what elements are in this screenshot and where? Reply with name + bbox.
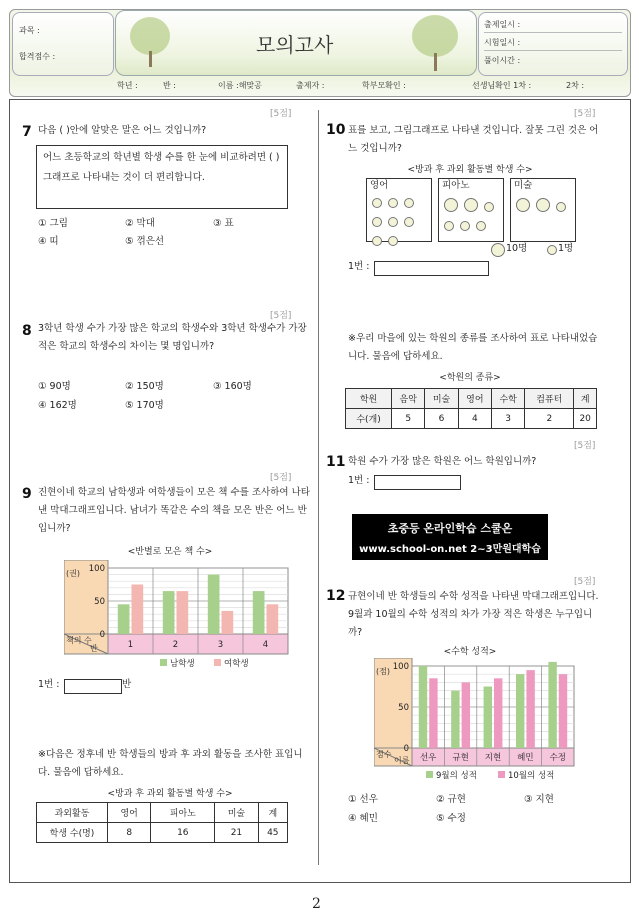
legend-label: 10월의 성적	[508, 771, 555, 781]
tree-decoration	[412, 15, 458, 57]
header-left-panel	[12, 12, 114, 76]
y-tick-label: 0	[99, 630, 105, 640]
bar	[132, 585, 144, 635]
table-title: <학원의 종류>	[439, 373, 501, 383]
choice[interactable]: ④ 띠	[38, 236, 59, 247]
activity-table	[36, 802, 288, 843]
y-tick-label: 100	[392, 662, 409, 672]
smiley-icon	[476, 221, 486, 231]
choice[interactable]: ⑤ 꺾은선	[125, 236, 165, 247]
choice[interactable]: ⑤ 수정	[436, 813, 466, 824]
x-tick-label: 규현	[452, 753, 469, 763]
table-cell: 21	[215, 823, 258, 843]
answer-prefix: 1번 :	[38, 679, 60, 690]
corner-bottom-label: 반	[90, 644, 98, 653]
corner-top-label: 점수	[376, 750, 392, 759]
school-on-logo	[352, 514, 548, 560]
bar	[419, 666, 427, 748]
table-cell: 3	[491, 409, 524, 429]
header-title-panel	[115, 10, 477, 76]
x-tick-label: 수정	[549, 753, 567, 763]
table-cell: 16	[151, 823, 215, 843]
question-number: 8	[22, 323, 32, 339]
choice[interactable]: ⑤ 170명	[125, 400, 164, 411]
logo-line-2: www.school-on.net 2~3만원대학습	[359, 544, 541, 555]
info-teacher-check-2: 2차 :	[566, 81, 585, 90]
bar	[222, 611, 234, 634]
bar	[163, 591, 175, 634]
smiley-icon	[556, 202, 566, 212]
legend-swatch	[160, 659, 167, 666]
page-title: 모의고사	[256, 33, 334, 57]
question-number: 7	[22, 124, 32, 140]
x-tick-label: 선우	[419, 753, 437, 763]
y-tick-label: 50	[94, 597, 105, 607]
points-label: [5점]	[574, 577, 596, 587]
answer-prefix: 1번 :	[348, 261, 370, 272]
info-name: 이름 :해맞공	[218, 81, 262, 90]
exam-date-label: 시험일시 :	[484, 38, 521, 47]
divider	[484, 32, 622, 33]
table-header-cell: 음악	[392, 389, 425, 409]
points-label: [5점]	[574, 441, 596, 451]
corner-top-label: 책의 수	[66, 636, 92, 645]
question-text: 학원 수가 가장 많은 학원은 어느 학원입니까?	[348, 456, 537, 467]
bar	[177, 591, 189, 634]
x-tick-label: 3	[217, 640, 224, 650]
answer-input[interactable]	[374, 475, 461, 490]
logo-line-1: 초중등 온라인학습 스쿨온	[387, 522, 513, 535]
info-class: 반 :	[163, 81, 176, 90]
corner-bottom-label: 이름	[394, 756, 410, 765]
table-row	[346, 409, 597, 429]
question-text: 표를 보고, 그림그래프로 나타낸 것입니다. 잘못 그린 것은 어느 것입니까?	[348, 125, 599, 154]
table-header-row	[346, 389, 597, 409]
smiley-group	[441, 195, 501, 237]
table-header-cell: 학원	[346, 389, 392, 409]
choice[interactable]: ③ 지현	[524, 794, 554, 805]
academy-table	[345, 388, 597, 429]
choice[interactable]: ① 그림	[38, 218, 68, 229]
table-header-cell: 피아노	[151, 803, 215, 823]
smiley-icon	[388, 236, 398, 246]
smiley-icon	[372, 198, 382, 208]
chart-title: <방과 후 과외 활동별 학생 수>	[407, 165, 533, 175]
picture-graph-panel	[366, 178, 432, 242]
info-parent-check: 학부모확인 :	[362, 81, 406, 90]
y-tick-label: 50	[398, 703, 409, 713]
choice[interactable]: ① 90명	[38, 381, 71, 392]
table-header-row	[37, 803, 288, 823]
smiley-icon	[388, 198, 398, 208]
smiley-icon	[460, 221, 470, 231]
choice[interactable]: ④ 혜민	[348, 813, 378, 824]
bar	[267, 604, 279, 634]
table-cell: 2	[525, 409, 574, 429]
x-tick-label: 4	[262, 640, 269, 650]
points-label: [5점]	[270, 311, 292, 321]
bar	[494, 678, 502, 748]
table-header-cell: 계	[258, 803, 287, 823]
section-instruction: ※다음은 정후네 반 학생들의 방과 후 과외 활동을 조사한 표입니다. 물음에 답하세요.	[38, 749, 303, 778]
question-number: 12	[326, 588, 346, 604]
math-score-bar-chart	[374, 658, 580, 790]
choice[interactable]: ③ 표	[213, 218, 234, 229]
table-header-cell: 미술	[425, 389, 458, 409]
table-header-cell: 수학	[491, 389, 524, 409]
table-cell: 5	[392, 409, 425, 429]
x-tick-label: 2	[172, 640, 179, 650]
smiley-icon	[444, 221, 454, 231]
table-cell: 6	[425, 409, 458, 429]
question-text: 진현이네 학교의 남학생과 여학생들이 모은 책 수를 조사하여 나타낸 막대그래프입니다. 남녀가 똑같은 수의 책을 모은 반은 어느 반입니까?	[38, 487, 310, 534]
table-cell: 수(개)	[346, 409, 392, 429]
points-label: [5점]	[270, 109, 292, 119]
legend-swatch	[498, 771, 505, 778]
smiley-icon	[484, 202, 494, 212]
x-tick-label: 혜민	[517, 753, 534, 763]
tree-trunk	[149, 51, 152, 67]
tree-decoration	[130, 17, 170, 55]
bar	[451, 691, 459, 748]
question-number: 10	[326, 122, 346, 138]
smiley-icon	[404, 217, 414, 227]
table-row	[37, 823, 288, 843]
date-label: 출제일시 :	[484, 20, 521, 29]
bar	[118, 604, 130, 634]
panel-label: 미술	[514, 180, 533, 191]
smiley-icon	[404, 198, 414, 208]
smiley-big-icon	[536, 198, 550, 212]
column-divider	[318, 110, 319, 865]
smiley-icon	[388, 217, 398, 227]
header-right-panel	[478, 12, 628, 76]
bar	[526, 670, 534, 748]
info-teacher-check-1: 선생님확인 1차 :	[472, 81, 532, 90]
legend-big-smiley-icon	[491, 243, 505, 257]
table-cell: 학생 수(명)	[37, 823, 108, 843]
points-label: [5점]	[574, 109, 596, 119]
answer-input[interactable]	[374, 261, 489, 276]
bar	[253, 591, 265, 634]
table-cell: 8	[108, 823, 151, 843]
smiley-group	[513, 195, 573, 218]
y-axis-unit: (권)	[66, 569, 80, 578]
choice[interactable]: ② 150명	[125, 381, 164, 392]
tree-trunk	[434, 53, 437, 71]
section-instruction: ※우리 마을에 있는 학원의 종류를 조사하여 표로 나타내었습니다. 물음에 답하세요.	[348, 333, 598, 362]
question-text: 규현이네 반 학생들의 수학 성적을 나타낸 막대그래프입니다. 9월과 10월의 수학 성적의 차가 가장 적은 학생은 누구입니까?	[348, 591, 599, 638]
bar	[429, 678, 437, 748]
panel-label: 피아노	[442, 180, 470, 191]
bar	[516, 674, 524, 748]
table-cell: 45	[258, 823, 287, 843]
books-bar-chart	[64, 560, 294, 676]
table-header-cell: 영어	[458, 389, 491, 409]
answer-prefix: 1번 :	[348, 475, 370, 486]
picture-graph-panel	[510, 178, 576, 242]
legend-label: 여학생	[224, 659, 249, 669]
answer-suffix: 반	[122, 679, 132, 690]
choice[interactable]: ③ 160명	[213, 381, 252, 392]
legend-swatch	[426, 771, 433, 778]
table-header-cell: 컴퓨터	[525, 389, 574, 409]
page-number: 2	[312, 896, 321, 912]
y-tick-label: 0	[403, 744, 409, 754]
table-header-cell: 영어	[108, 803, 151, 823]
bar	[484, 687, 492, 749]
y-tick-label: 100	[88, 564, 105, 574]
table-header-cell: 계	[574, 389, 597, 409]
smiley-big-icon	[516, 198, 530, 212]
legend-label: 남학생	[170, 659, 195, 669]
question-text: 3학년 학생 수가 가장 많은 학교의 학생수와 3학년 학생수가 가장 적은 학교의 학생수의 차이는 몇 명입니까?	[38, 323, 307, 352]
time-label: 풀이시간 :	[484, 56, 521, 65]
x-tick-label: 1	[127, 640, 134, 650]
legend-label: 9월의 성적	[436, 771, 477, 781]
points-label: [5점]	[270, 473, 292, 483]
question-box: 어느 초등학교의 학년별 학생 수를 한 눈에 비교하려면 ( )그래프로 나타내는 것이 더 편리합니다.	[36, 145, 288, 209]
question-number: 9	[22, 486, 32, 502]
divider	[484, 50, 622, 51]
question-number: 11	[326, 454, 346, 470]
table-cell: 20	[574, 409, 597, 429]
table-header-cell: 미술	[215, 803, 258, 823]
info-grade: 학년 :	[117, 81, 138, 90]
choice[interactable]: ① 선우	[348, 794, 378, 805]
question-text: 다음 ( )안에 알맞은 말은 어느 것입니까?	[38, 125, 207, 136]
smiley-group	[369, 195, 429, 252]
x-tick-label: 지현	[484, 753, 502, 763]
smiley-icon	[372, 236, 382, 246]
bar	[462, 682, 470, 748]
choice[interactable]: ② 막대	[125, 218, 155, 229]
table-title: <방과 후 과외 활동별 학생 수>	[107, 789, 233, 799]
picture-graph-panel	[438, 178, 504, 242]
smiley-icon	[372, 217, 382, 227]
bar	[548, 662, 556, 748]
choice[interactable]: ② 규현	[436, 794, 466, 805]
choice[interactable]: ④ 162명	[38, 400, 77, 411]
chart-title: <수학 성적>	[443, 647, 497, 657]
legend-small-label: 1명	[558, 243, 574, 254]
smiley-big-icon	[444, 198, 458, 212]
legend-big-label: 10명	[506, 243, 528, 254]
subject-label: 과목 :	[19, 26, 40, 35]
table-cell: 4	[458, 409, 491, 429]
bar	[208, 575, 220, 634]
panel-label: 영어	[370, 180, 389, 191]
smiley-big-icon	[464, 198, 478, 212]
y-axis-unit: (점)	[376, 667, 390, 676]
table-header-cell: 과외활동	[37, 803, 108, 823]
legend-swatch	[214, 659, 221, 666]
pass-score-label: 합격점수 :	[19, 52, 56, 61]
info-author: 출제자 :	[296, 81, 325, 90]
legend-small-smiley-icon	[547, 245, 557, 255]
bar	[559, 674, 567, 748]
chart-title: <반별로 모은 책 수>	[127, 547, 213, 557]
answer-input[interactable]	[64, 679, 122, 694]
